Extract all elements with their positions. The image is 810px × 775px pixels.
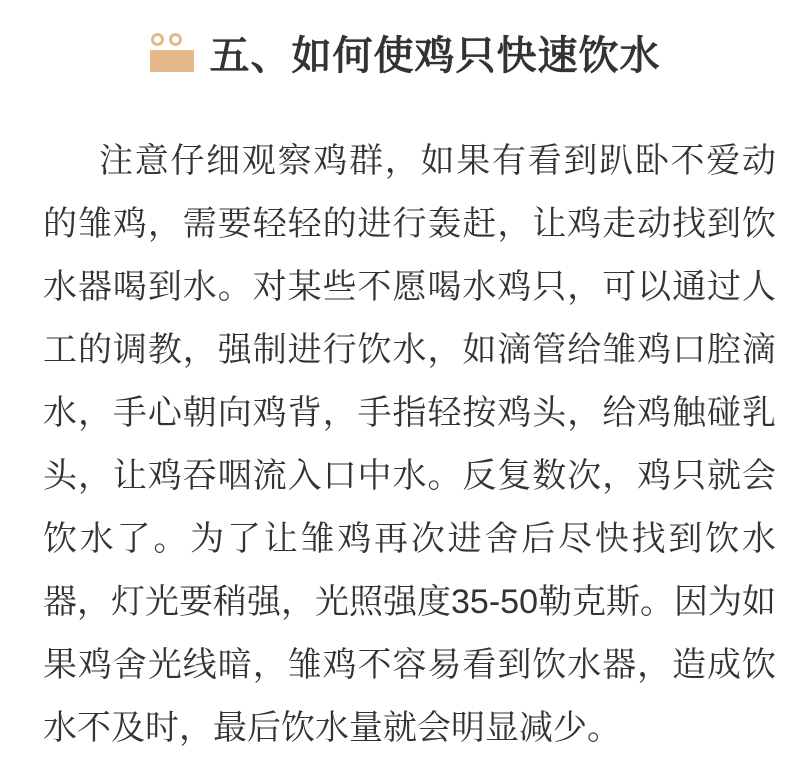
marker-circle-left [151,33,164,46]
paragraph-line: 头，让鸡吞咽流入口中水。反复数次，鸡只就会 [43,457,776,495]
article-body [43,130,776,760]
marker-rect [150,50,194,72]
section-marker-icon [150,33,194,72]
paragraph-line: 水不及时，最后饮水量就会明显减少。 [43,709,621,747]
page-title: 五、如何使鸡只快速饮水 [209,33,661,78]
paragraph-line: 工的调教，强制进行饮水，如滴管给雏鸡口腔滴 [43,331,776,369]
paragraph-line: 果鸡舍光线暗，雏鸡不容易看到饮水器，造成饮 [43,646,776,684]
paragraph-line: 水器喝到水。对某些不愿喝水鸡只，可以通过人 [43,268,776,306]
paragraph-line: 器，灯光要稍强，光照强度35-50勒克斯。因为如 [43,583,776,621]
paragraph-line: 注意仔细观察鸡群，如果有看到趴卧不爱动 [99,142,776,180]
paragraph-line: 的雏鸡，需要轻轻的进行轰赶，让鸡走动找到饮 [43,205,776,243]
section-header [0,0,810,80]
marker-circles [151,33,182,46]
paragraph-line: 饮水了。为了让雏鸡再次进舍后尽快找到饮水 [43,520,776,558]
marker-circle-right [169,33,182,46]
paragraph-line: 水，手心朝向鸡背，手指轻按鸡头，给鸡触碰乳 [43,394,776,432]
